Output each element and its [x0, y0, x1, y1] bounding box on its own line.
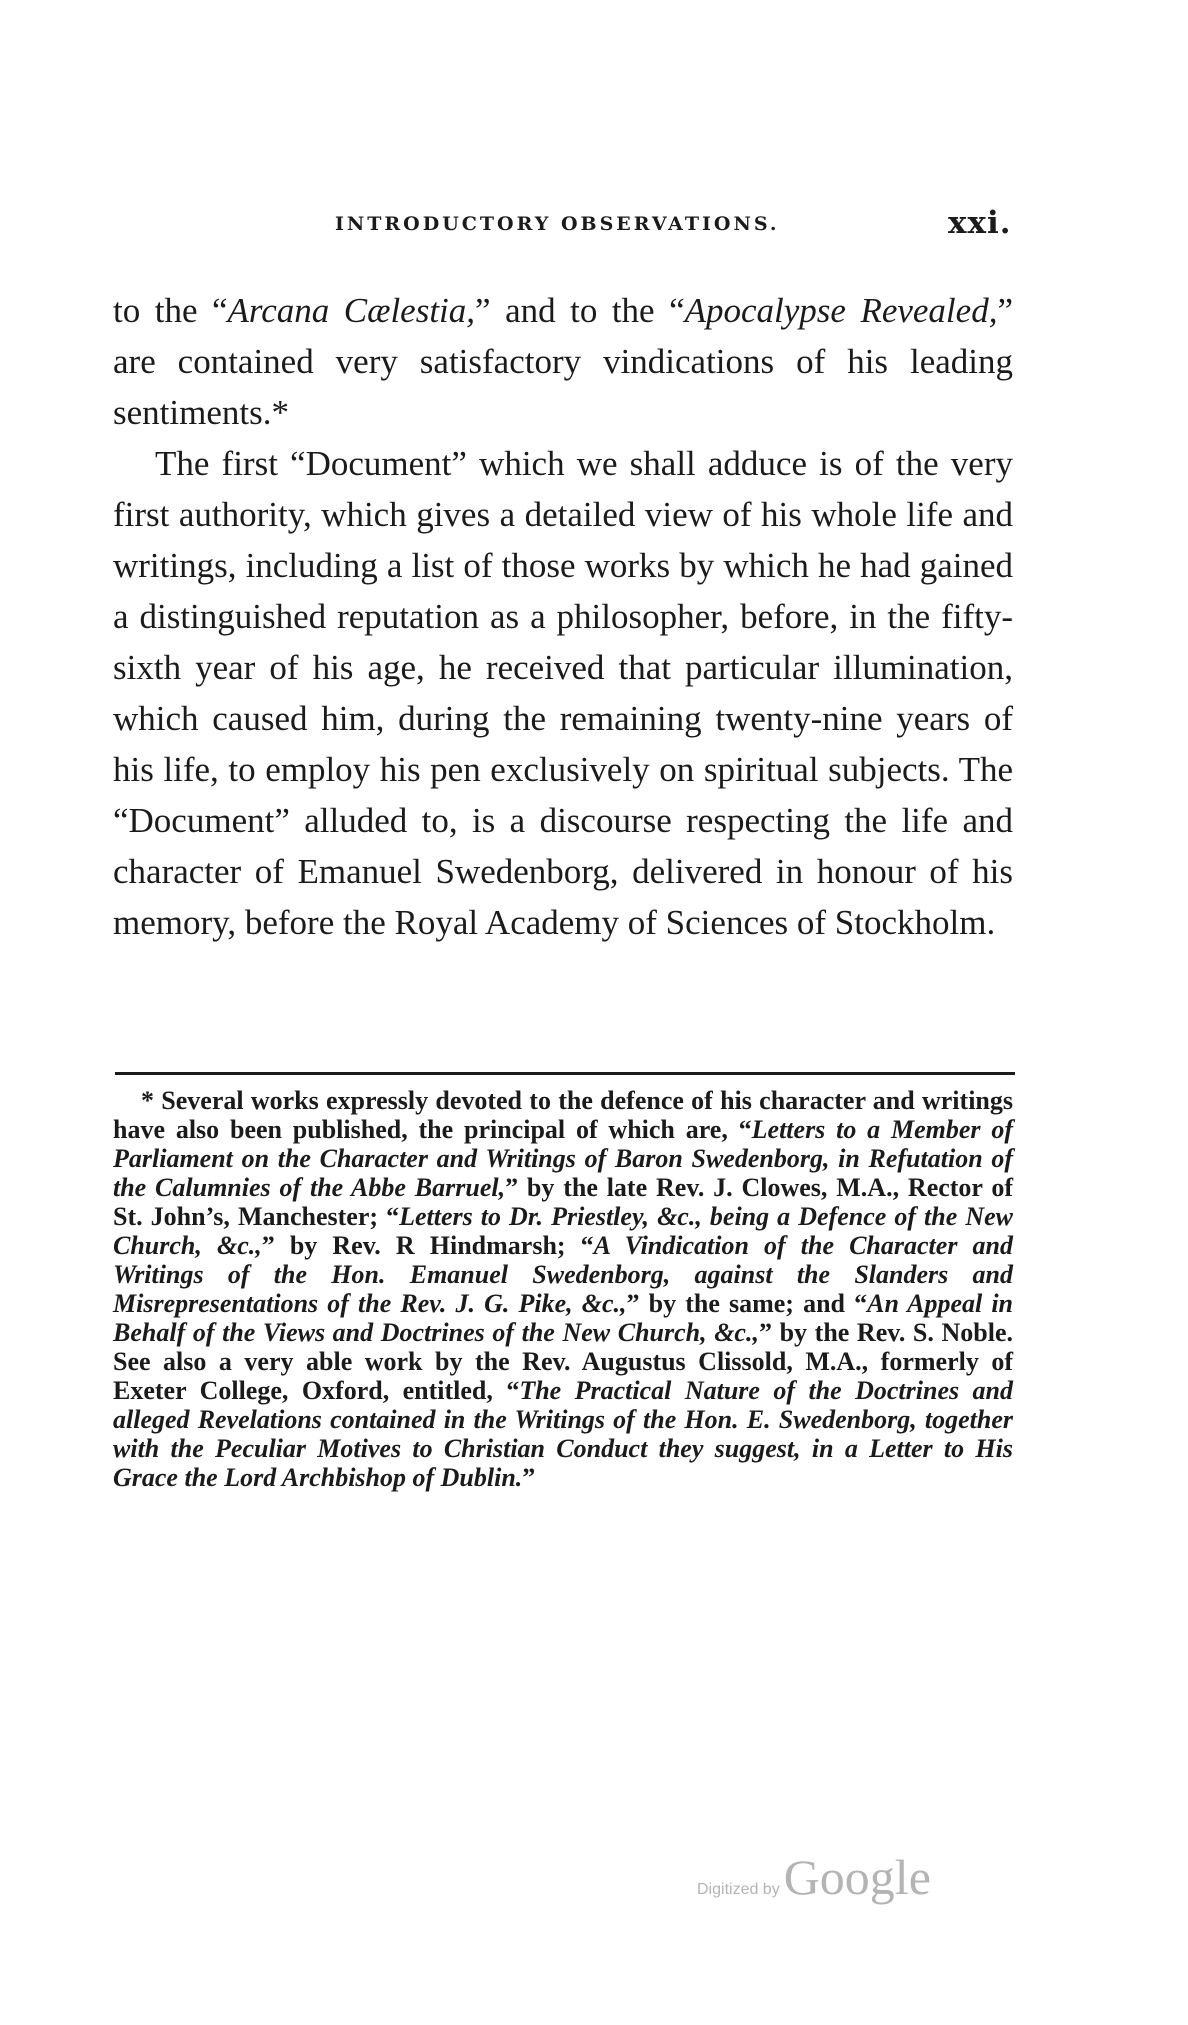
page-number: xxi.: [948, 205, 1012, 241]
text-run: ” by the same; and “: [626, 1289, 868, 1318]
footnote: [113, 1086, 1013, 1492]
watermark-prefix: Digitized by: [697, 1881, 780, 1898]
work-title: A Vindication of the Character and Writings of the Hon. Emanuel Swedenborg, against the Slanders and Misrepresentations of the Rev. J. G. Pike, &c.,: [113, 1231, 1013, 1318]
work-title: Letters to a Member of Parliament on the Character and Writings of Baron Swedenborg, in Refutation of the Calumnies of the Abbe Barruel,: [113, 1115, 1014, 1202]
work-title: Apocalypse Revealed,: [684, 291, 998, 330]
work-title: Arcana Cælestia,: [227, 291, 476, 330]
work-title: The Practical Nature of the Doctrines and alleged Revelations contained in the Writings of the Hon. E. Swedenborg, together with the Peculiar Motives to Christian Conduct they suggest, in a Letter to His Grace the Lord Archbishop of Dublin.: [113, 1376, 1013, 1492]
footnote-text: [113, 1086, 1013, 1492]
text-run: to the “: [113, 291, 228, 330]
text-run: ” by the late Rev. J. Clowes, M.A., Rector of St. John’s, Manchester; “: [113, 1173, 1013, 1231]
footnote-rule: [115, 1072, 1015, 1075]
work-title: Letters to Dr. Priestley, &c., being a Defence of the New Church, &c.,: [113, 1202, 1013, 1260]
running-title: INTRODUCTORY OBSERVATIONS.: [335, 213, 780, 235]
text-run: ” by the Rev. S. Noble. See also a very able work by the Rev. Augustus Clissold, M.A., formerly of Exeter College, Oxford, entitled, “: [113, 1318, 1013, 1405]
text-run: ”: [522, 1463, 536, 1492]
body-text: [113, 285, 1013, 948]
work-title: An Appeal in Behalf of the Views and Doctrines of the New Church, &c.,: [113, 1289, 1014, 1347]
google-logo: Google: [783, 1849, 931, 1905]
digitized-watermark: [697, 1848, 931, 1906]
text-run: ” are contained very satisfactory vindications of his leading sentiments.*: [113, 291, 1013, 432]
text-run: ” by Rev. R Hindmarsh; “: [261, 1231, 594, 1260]
paragraph-2: The first “Document” which we shall adduce is of the very first authority, which gives a detailed view of his whole life and writings, including a list of those works by which he had gained a distinguished reputation as a philosopher, before, in the fifty-sixth year of his age, he received that particular illumination, which caused him, during the remaining twenty-nine years of his life, to employ his pen exclusively on spiritual subjects. The “Document” alluded to, is a discourse respecting the life and character of Emanuel Swedenborg, delivered in honour of his memory, before the Royal Academy of Sciences of Stockholm.: [113, 444, 1013, 942]
text-run: ” and to the “: [475, 291, 685, 330]
text-run: * Several works expressly devoted to the defence of his character and writings have also been published, the principal of which are, “: [113, 1086, 1013, 1144]
paragraph-1: [113, 285, 1013, 438]
